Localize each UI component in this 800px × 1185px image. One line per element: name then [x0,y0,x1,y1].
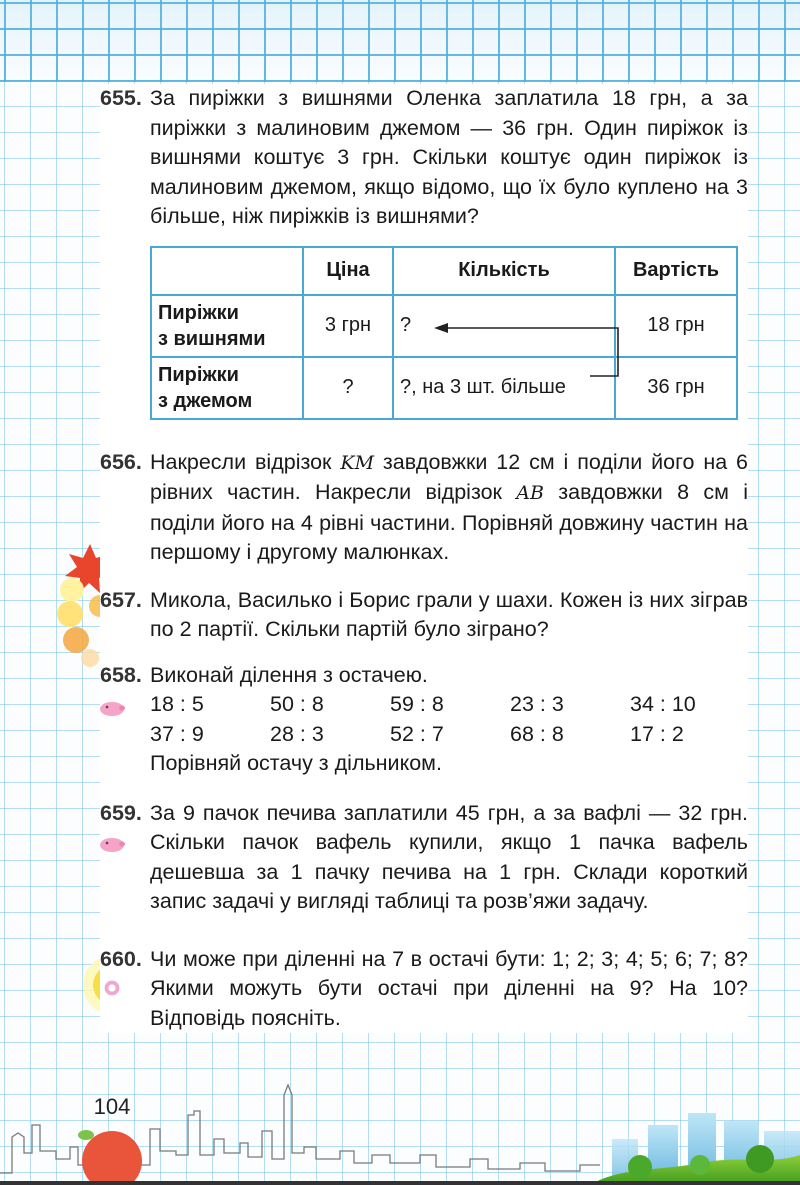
division-expression: 17 : 2 [630,721,684,746]
table-header-empty [151,247,303,295]
task-number-text: 658. [100,662,142,687]
task-number [100,945,150,975]
text-part: Накресли відрізок [150,449,341,474]
task-number [100,799,150,829]
table-cell-price: ? [303,357,393,419]
division-expression: 23 : 3 [510,692,564,716]
table-header-price: Ціна [303,247,393,295]
division-expression: 28 : 3 [270,721,324,746]
task-number: 656. [100,449,142,474]
quantity-value: ? [400,313,412,336]
division-row [150,720,750,750]
data-table [150,246,738,420]
row-label-line: Пиріжки [158,363,239,386]
task-text [150,448,748,568]
task-number-text: 660. [100,946,142,971]
division-expression: 52 : 7 [390,721,444,746]
piggy-icon [98,699,126,717]
row-label-line: з вишнями [158,327,266,350]
segment-variable: AB [516,482,544,504]
task-number: 657. [100,587,142,612]
page-content [100,84,748,1033]
task-text: За 9 пачок печива заплатили 45 грн, а за вафлі — 32 грн. Скільки пачок вафель купили, якщо 1 пачка вафель дешевша за 1 пачку печива на 1 грн. Склади короткий запис задачі у вигляді таблиці та розв’яжи задачу. [150,800,748,913]
page-number: 104 [93,1094,131,1119]
row-label-line: Пиріжки [158,301,239,324]
division-expression: 59 : 8 [390,692,444,716]
table-cell-price: 3 грн [303,295,393,357]
division-expression: 34 : 10 [630,692,696,716]
task-text: Микола, Василько і Борис грали у шахи. Кожен із них зіграв по 2 партії. Скільки партій було зіграно? [150,587,748,641]
table-cell-cost: 18 грн [615,295,737,357]
task-657 [100,586,748,645]
table-row-label [151,295,303,357]
division-expression: 37 : 9 [150,721,204,746]
task-659 [100,799,748,917]
table-cell-quantity [393,357,615,419]
flower-icon [98,979,126,997]
table-row-label [151,357,303,419]
table-header-cost: Вартість [615,247,737,295]
text-part: завдовжки 8 см і поділи його на 4 рівні частини. Порівняй довжину частин на першому і другому малюнках. [150,480,748,564]
division-expression: 18 : 5 [150,692,204,716]
task-660 [100,945,748,1034]
table-cell-cost: 36 грн [615,357,737,419]
task-number-text: 659. [100,800,142,825]
task-656 [100,448,748,568]
piggy-icon [98,835,126,853]
division-row [150,690,750,720]
task-text: За пиріжки з вишнями Оленка заплатила 18 грн, а за пиріжки з малиновим джемом — 36 грн. Один пиріжок із вишнями коштує 3 грн. Скільки коштує один пиріжок із малиновим джемом, якщо відомо, що їх було куплено на 3 більше, ніж пиріжків із вишнями? [150,86,748,228]
division-expression: 68 : 8 [510,721,564,746]
task-655 [100,84,748,420]
task-text: Чи може при діленні на 7 в остачі бути: 1; 2; 3; 4; 5; 6; 7; 8? Якими можуть бути остачі при діленні на 9? На 10? Відповідь поясніть. [150,946,748,1030]
quantity-value: ?, на 3 шт. більше [400,375,566,398]
page-number-ball [82,1131,142,1185]
division-expression: 50 : 8 [270,692,324,716]
task-number: 655. [100,86,142,110]
segment-variable: KM [340,451,375,474]
row-label-line: з джемом [158,389,253,412]
task-intro: Виконай ділення з остачею. [150,662,428,687]
task-658 [100,661,748,779]
grid-header-band [0,0,800,82]
text-part: завдовжки 12 см і поділи його на 6 рівних частин. Накресли відрізок [150,449,749,504]
arrow-icon [394,322,624,382]
table-header-quantity: Кількість [393,247,615,295]
city-skyline-illustration [0,1055,800,1185]
task-outro: Порівняй остачу з дільником. [150,751,442,775]
task-number [100,661,150,691]
